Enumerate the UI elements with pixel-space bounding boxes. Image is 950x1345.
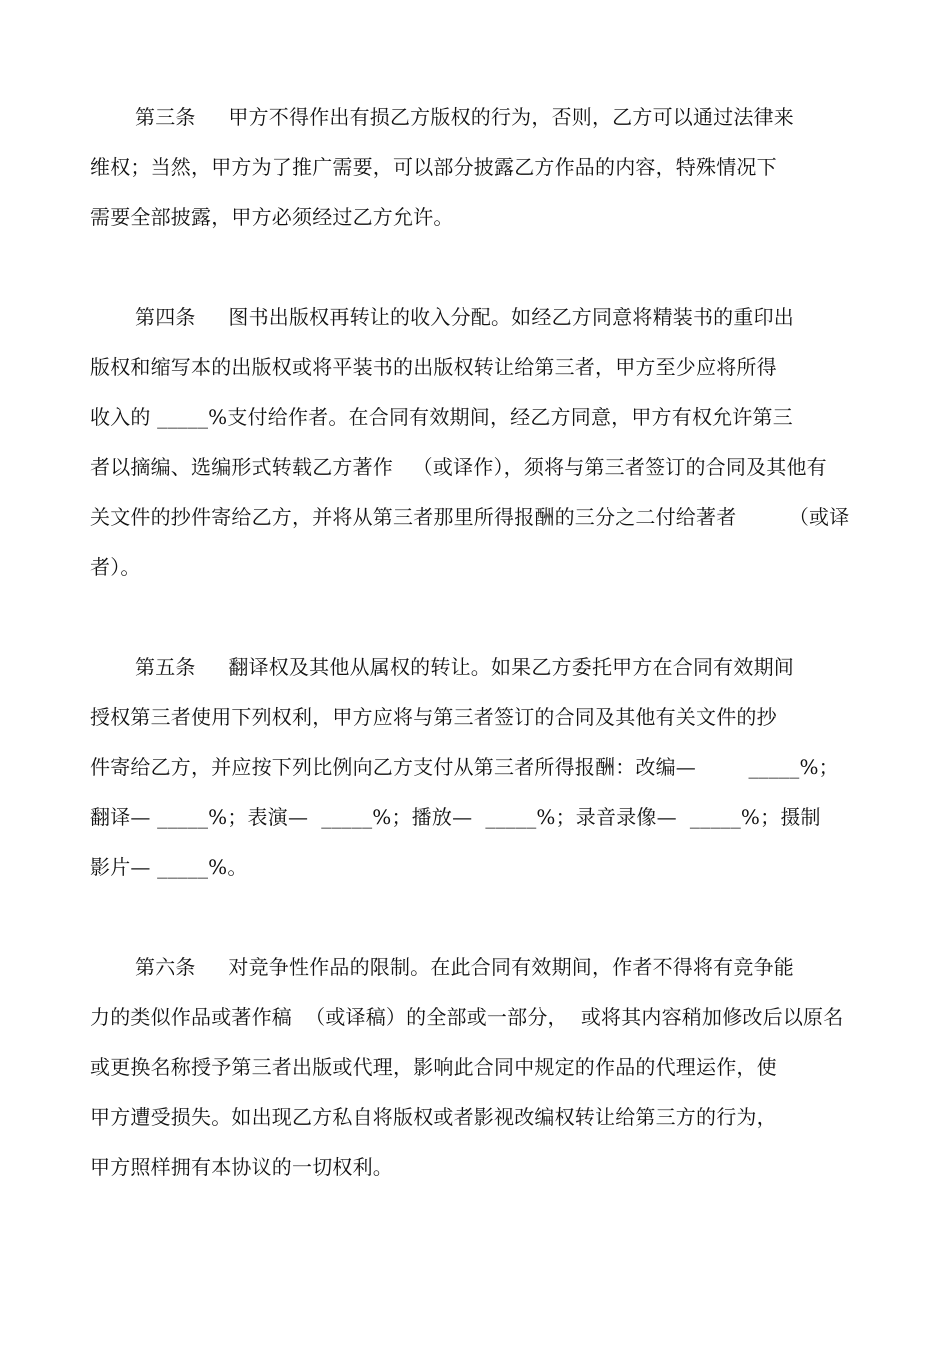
article-5-line-2: 授权第三者使用下列权利，甲方应将与第三者签订的合同及其他有关文件的抄: [90, 705, 777, 729]
article-5-line-1: 第五条 翻译权及其他从属权的转让。如果乙方委托甲方在合同有效期间: [135, 655, 794, 679]
article-4-line-2: 版权和缩写本的出版权或将平装书的出版权转让给第三者，甲方至少应将所得: [90, 355, 777, 379]
article-6-line-1: 第六条 对竞争性作品的限制。在此合同有效期间，作者不得将有竞争能: [135, 955, 794, 979]
article-4-line-5: 关文件的抄件寄给乙方，并将从第三者那里所得报酬的三分之二付给著者 （或译: [90, 505, 850, 529]
article-5-line-3: 件寄给乙方，并应按下列比例向乙方支付从第三者所得报酬：改编— _____%；: [90, 755, 839, 779]
article-6-line-3: 或更换名称授予第三者出版或代理，影响此合同中规定的作品的代理运作，使: [90, 1055, 777, 1079]
article-3-line-3: 需要全部披露，甲方必须经过乙方允许。: [90, 205, 454, 229]
article-4-line-3: 收入的 _____%支付给作者。在合同有效期间，经乙方同意，甲方有权允许第三: [90, 405, 793, 429]
article-3-line-1: 第三条 甲方不得作出有损乙方版权的行为，否则，乙方可以通过法律来: [135, 105, 794, 129]
article-5-line-4: 翻译— _____%；表演— _____%；播放— _____%；录音录像— _____%；摄制: [90, 805, 821, 829]
article-6-line-2: 力的类似作品或著作稿 （或译稿）的全部或一部分， 或将其内容稍加修改后以原名: [90, 1005, 844, 1029]
article-3-line-2: 维权；当然，甲方为了推广需要，可以部分披露乙方作品的内容，特殊情况下: [90, 155, 777, 179]
article-4-line-1: 第四条 图书出版权再转让的收入分配。如经乙方同意将精装书的重印出: [135, 305, 794, 329]
article-6-line-4: 甲方遭受损失。如出现乙方私自将版权或者影视改编权转让给第三方的行为，: [90, 1105, 777, 1129]
article-5-line-5: 影片— _____%。: [90, 855, 248, 879]
article-4-line-6: 者）。: [90, 555, 141, 579]
article-4-line-4: 者以摘编、选编形式转载乙方著作 （或译作），须将与第三者签订的合同及其他有: [90, 455, 827, 479]
article-6-line-5: 甲方照样拥有本协议的一切权利。: [90, 1155, 393, 1179]
